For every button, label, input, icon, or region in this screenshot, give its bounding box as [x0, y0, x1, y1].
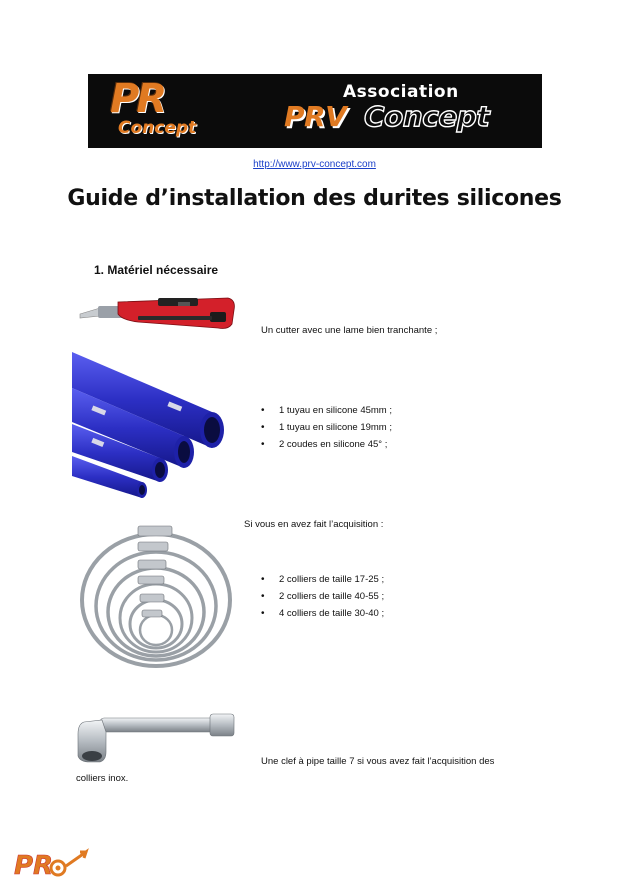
- clamps-list: [261, 571, 384, 622]
- banner-prv-text: PRV: [284, 100, 347, 133]
- hose-clamps-image: [76, 520, 236, 670]
- list-item: • 1 tuyau en silicone 19mm ;: [261, 419, 392, 436]
- silicone-hoses-image: [72, 348, 238, 504]
- box-cutter-image: [78, 292, 238, 334]
- cutter-description: Un cutter avec une lame bien tranchante ;: [261, 325, 438, 336]
- header-banner: [88, 74, 542, 148]
- list-item: • 2 colliers de taille 40-55 ;: [261, 588, 384, 605]
- page-title: Guide d’installation des durites silicones: [67, 186, 562, 211]
- hoses-list: [261, 402, 392, 453]
- logo-concept-text: Concept: [118, 118, 197, 138]
- logo-pr-text: PR: [110, 76, 165, 122]
- banner-concept-text: Concept: [364, 100, 490, 133]
- list-item: • 2 coudes en silicone 45° ;: [261, 436, 392, 453]
- section-heading-materiel: 1. Matériel nécessaire: [94, 263, 219, 277]
- list-item: • 4 colliers de taille 30-40 ;: [261, 605, 384, 622]
- website-link[interactable]: http://www.prv-concept.com: [253, 159, 376, 170]
- list-item: • 1 tuyau en silicone 45mm ;: [261, 402, 392, 419]
- acquisition-text: Si vous en avez fait l’acquisition :: [244, 519, 384, 530]
- wrench-description-line1: Une clef à pipe taille 7 si vous avez fait l’acquisition des: [261, 756, 495, 767]
- banner-association-text: Association: [343, 82, 459, 102]
- list-item: • 2 colliers de taille 17-25 ;: [261, 571, 384, 588]
- prv-footer-logo-icon: [14, 846, 94, 882]
- svg-text:PR: PR: [14, 851, 54, 881]
- prv-concept-logo: [106, 76, 226, 142]
- pipe-wrench-image: [74, 712, 236, 764]
- wrench-description-line2: colliers inox.: [76, 773, 129, 784]
